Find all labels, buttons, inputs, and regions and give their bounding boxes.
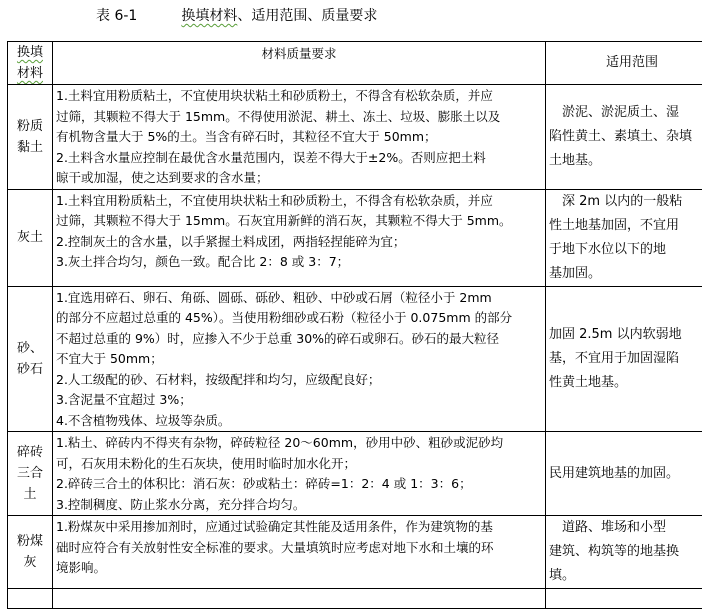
requirements-cell-line: 可，石灰用未粉化的生石灰块，使用时临时加水化开； xyxy=(56,454,542,475)
requirements-cell-line: 础时应符合有关放射性安全标准的要求。大量填筑时应考虑对地下水和土壤的环 xyxy=(56,538,542,559)
requirements-cell-line: 有机物含量大于 5%的土。当含有碎石时，其粒径不宜大于 50mm； xyxy=(56,127,542,148)
scope-cell-line: 性土地基加固，不宜用 xyxy=(549,214,702,238)
requirements-cell xyxy=(53,516,546,589)
scope-cell-line: 深 2m 以内的一般粘 xyxy=(549,190,702,214)
requirements-cell-line: 2.控制灰土的含水量，以手紧握土料成团，两指轻捏能碎为宜； xyxy=(56,232,542,253)
requirements-cell-line: 1.宜选用碎石、卵石、角砾、圆砾、砾砂、粗砂、中砂或石屑（粒径小于 2mm xyxy=(56,288,542,309)
material-cell-line: 灰 xyxy=(11,552,49,573)
scope-cell xyxy=(546,516,702,589)
requirements-cell xyxy=(53,189,546,286)
requirements-cell xyxy=(53,432,546,516)
materials-table xyxy=(7,41,702,609)
material-cell-line: 灰土 xyxy=(11,227,49,248)
scope-cell xyxy=(546,85,702,190)
scope-cell xyxy=(546,189,702,286)
table-row xyxy=(8,432,702,516)
material-cell xyxy=(8,286,53,432)
caption-rest: 、适用范围、质量要求 xyxy=(237,8,377,24)
scope-cell xyxy=(546,432,702,516)
material-cell xyxy=(8,516,53,589)
empty-cell xyxy=(8,589,53,609)
scope-cell-line: 土地基。 xyxy=(549,149,702,173)
scope-cell-line: 于地下水位以下的地 xyxy=(549,238,702,262)
material-cell-line: 粉质 xyxy=(11,116,49,137)
requirements-cell-line: 2.碎砖三合土的体积比：消石灰：砂或粘土：碎砖=1：2：4 或 1：3：6； xyxy=(56,474,542,495)
requirements-cell-line: 3.控制稠度、防止浆水分离，充分拌合均匀。 xyxy=(56,495,542,516)
scope-cell-line: 陷性黄土、素填土、杂填 xyxy=(549,125,702,149)
requirements-cell-line: 3.灰土拌合均匀，颜色一致。配合比 2：8 或 3：7； xyxy=(56,252,542,273)
scope-cell-line: 淤泥、淤泥质土、湿 xyxy=(549,101,702,125)
requirements-cell-line: 不宜大于 50mm； xyxy=(56,349,542,370)
material-cell xyxy=(8,85,53,190)
caption-prefix: 换填材料 xyxy=(181,8,237,24)
material-cell-line: 粉煤 xyxy=(11,531,49,552)
requirements-cell-line: 1.土料宜用粉质粘土，不宜使用块状粘土和砂质粉土，不得含有松软杂质，并应 xyxy=(56,191,542,212)
requirements-cell xyxy=(53,85,546,190)
scope-cell-line: 道路、堆场和小型 xyxy=(549,516,702,540)
table-row xyxy=(8,189,702,286)
header-row xyxy=(8,42,702,85)
scope-cell xyxy=(546,286,702,432)
empty-cell xyxy=(53,589,546,609)
table-row xyxy=(8,516,702,589)
scope-cell-line: 填。 xyxy=(549,564,702,588)
scope-cell-line: 民用建筑地基的加固。 xyxy=(549,462,702,486)
table-number: 表 6-1 xyxy=(96,8,137,24)
scope-cell-line: 建筑、构筑等的地基换 xyxy=(549,540,702,564)
empty-cell xyxy=(546,589,702,609)
material-cell-line: 碎砖 xyxy=(11,442,49,463)
header-material-line: 材料 xyxy=(11,63,49,84)
scope-cell-line: 基加固。 xyxy=(549,262,702,286)
requirements-cell-line: 1.粘土、碎砖内不得夹有杂物，碎砖粒径 20～60mm，砂用中砂、粗砂或泥砂均 xyxy=(56,433,542,454)
material-cell-line: 黏土 xyxy=(11,137,49,158)
header-requirements: 材料质量要求 xyxy=(53,42,546,85)
requirements-cell-line: 2.土料含水量应控制在最优含水量范围内，误差不得大于±2%。否则应把土料 xyxy=(56,148,542,169)
requirements-cell-line: 4.不含植物残体、垃圾等杂质。 xyxy=(56,411,542,432)
scope-cell-line: 性黄土地基。 xyxy=(549,371,702,395)
table-row xyxy=(8,85,702,190)
requirements-cell-line: 3.含泥量不宜超过 3%； xyxy=(56,390,542,411)
requirements-cell xyxy=(53,286,546,432)
requirements-cell-line: 境影响。 xyxy=(56,558,542,579)
requirements-cell-line: 晾干或加湿，使之达到要求的含水量； xyxy=(56,168,542,189)
material-cell-line: 三合 xyxy=(11,463,49,484)
requirements-cell-line: 过筛，其颗粒不得大于 15mm。不得使用淤泥、耕土、冻土、垃圾、膨胀土以及 xyxy=(56,107,542,128)
requirements-cell-line: 1.粉煤灰中采用掺加剂时，应通过试验确定其性能及适用条件，作为建筑物的基 xyxy=(56,517,542,538)
requirements-cell-line: 的部分不应超过总重的 45%）。当使用粉细砂或石粉（粒径小于 0.075mm 的部分 xyxy=(56,308,542,329)
scope-cell-line: 加固 2.5m 以内软弱地 xyxy=(549,323,702,347)
table-caption xyxy=(96,5,377,25)
header-scope: 适用范围 xyxy=(546,42,702,85)
requirements-cell-line: 1.土料宜用粉质粘土，不宜使用块状粘土和砂质粉土，不得含有松软杂质，并应 xyxy=(56,86,542,107)
scope-cell-line: 基，不宜用于加固湿陷 xyxy=(549,347,702,371)
material-cell-line: 砂、 xyxy=(11,338,49,359)
material-cell-line: 砂石 xyxy=(11,359,49,380)
requirements-cell-line: 过筛，其颗粒不得大于 15mm。石灰宜用新鲜的消石灰，其颗粒不得大于 5mm。 xyxy=(56,211,542,232)
material-cell xyxy=(8,432,53,516)
material-cell-line: 土 xyxy=(11,484,49,505)
header-material-line: 换填 xyxy=(11,42,49,63)
table-row xyxy=(8,286,702,432)
header-material xyxy=(8,42,53,85)
requirements-cell-line: 2.人工级配的砂、石材料，按级配拌和均匀，应级配良好； xyxy=(56,370,542,391)
table-row-partial xyxy=(8,589,702,609)
material-cell xyxy=(8,189,53,286)
requirements-cell-line: 不超过总重的 9%）时，应掺入不少于总重 30%的碎石或卵石。砂石的最大粒径 xyxy=(56,329,542,350)
